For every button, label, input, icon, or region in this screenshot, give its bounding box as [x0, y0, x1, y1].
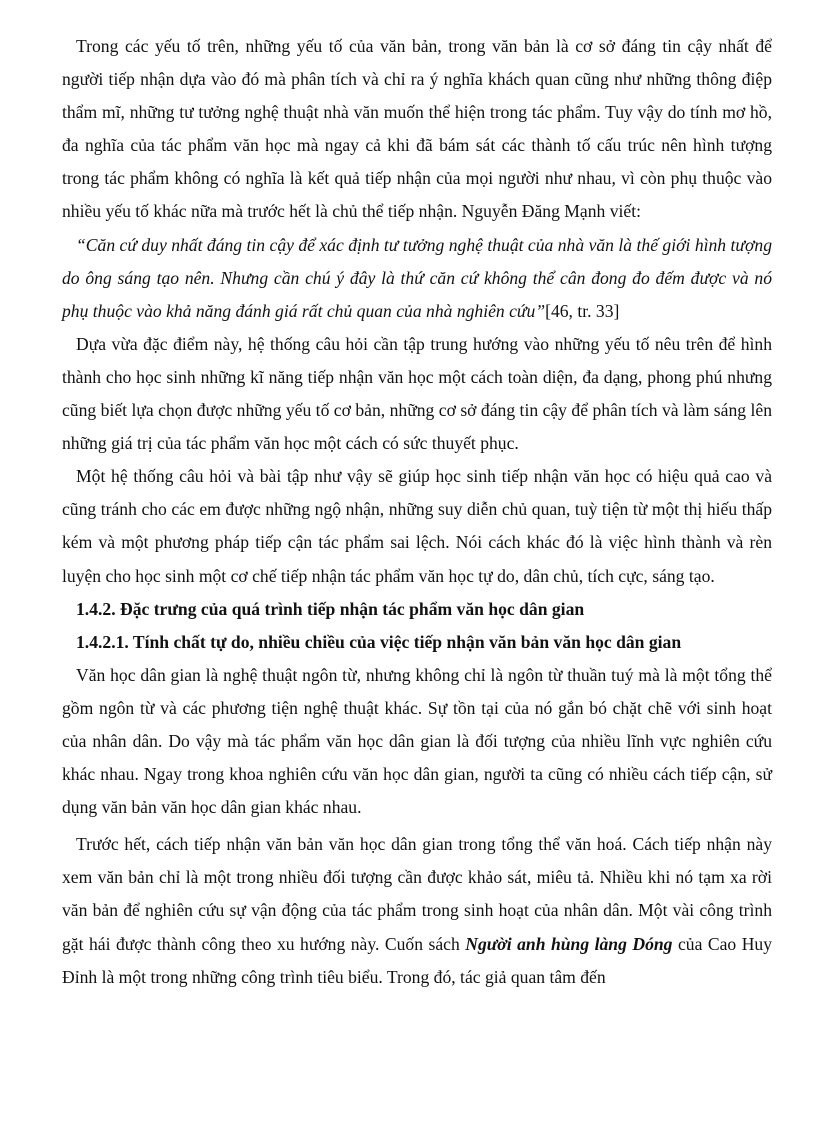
paragraph-5-start: Trước hết, cách tiếp nhận văn bản văn học dân gian trong tổng thể văn hoá. Cách tiếp nhận này xem văn bản chỉ là một trong nhiều đối tượng cần được khảo sát, miêu tả. Nhiều khi nó tạm xa rời văn bản để nghiên cứu sự vận động của tác phẩm trong sinh hoạt của nhân dân. Một vài công trình gặt hái được thành công theo xu hướng này. Cuốn sách [62, 834, 772, 954]
document-page [62, 30, 772, 994]
section-heading-1-4-2: 1.4.2. Đặc trưng của quá trình tiếp nhận tác phẩm văn học dân gian [76, 598, 585, 619]
paragraph-1: Trong các yếu tố trên, những yếu tố của văn bản, trong văn bản là cơ sở đáng tin cậy nhất để người tiếp nhận dựa vào đó mà phân tích và chỉ ra ý nghĩa khách quan cũng như những thông điệp thẩm mĩ, những tư tưởng nghệ thuật nhà văn muốn thể hiện trong tác phẩm. Tuy vậy do tính mơ hồ, đa nghĩa của tác phẩm văn học mà ngay cả khi đã bám sát các thành tố cấu trúc nên hình tượng trong tác phẩm không có nghĩa là kết quả tiếp nhận của mọi người như nhau, vì còn phụ thuộc vào nhiều yếu tố khác nữa mà trước hết là chủ thể tiếp nhận. Nguyễn Đăng Mạnh viết: [62, 36, 772, 222]
quote-citation: [46, tr. 33] [545, 300, 620, 321]
paragraph-3: Một hệ thống câu hỏi và bài tập như vậy sẽ giúp học sinh tiếp nhận văn học có hiệu quả cao và cũng tránh cho các em được những ngộ nhận, những suy diễn chủ quan, tuỳ tiện từ một thị hiếu thấp kém và một phương pháp tiếp cận tác phẩm sai lệch. Nói cách khác đó là việc hình thành và rèn luyện cho học sinh một cơ chế tiếp nhận tác phẩm văn học tự do, dân chủ, tích cực, sáng tạo. [62, 466, 772, 586]
quote-text: “Căn cứ duy nhất đáng tin cậy để xác định tư tưởng nghệ thuật của nhà văn là thế giới hình tượng do ông sáng tạo nên. Nhưng cần chú ý đây là thứ căn cứ không thể cân đong đo đếm được và nó phụ thuộc vào khả năng đánh giá rất chủ quan của nhà nghiên cứu” [62, 234, 772, 321]
quote-paragraph [62, 229, 772, 328]
paragraph-2: Dựa vừa đặc điểm này, hệ thống câu hỏi cần tập trung hướng vào những yếu tố nêu trên để hình thành cho học sinh những kĩ năng tiếp nhận văn học một cách toàn diện, đa dạng, phong phú nhưng cũng biết lựa chọn được những yếu tố cơ bản, những cơ sở đáng tin cậy để phân tích và làm sáng lên những giá trị của tác phẩm văn học một cách có sức thuyết phục. [62, 333, 772, 454]
paragraph-5 [62, 828, 772, 993]
paragraph-5-end: của Cao Huy Đỉnh là một trong những công trình tiêu biểu. Trong đó, tác giả quan tâm đến [62, 933, 772, 987]
paragraph-4: Văn học dân gian là nghệ thuật ngôn từ, nhưng không chỉ là ngôn từ thuần tuý mà là một tổng thể gồm ngôn từ và các phương tiện nghệ thuật khác. Sự tồn tại của nó gắn bó chặt chẽ với sinh hoạt của nhân dân. Do vậy mà tác phẩm văn học dân gian là đối tượng của nhiều lĩnh vực nghiên cứu khác nhau. Ngay trong khoa nghiên cứu văn học dân gian, người ta cũng có nhiều cách tiếp cận, sử dụng văn bản văn học dân gian khác nhau. [62, 664, 772, 818]
section-heading-1-4-2-1: 1.4.2.1. Tính chất tự do, nhiều chiều của việc tiếp nhận văn bản văn học dân gian [76, 631, 682, 652]
book-title: Người anh hùng làng Dóng [465, 933, 673, 954]
